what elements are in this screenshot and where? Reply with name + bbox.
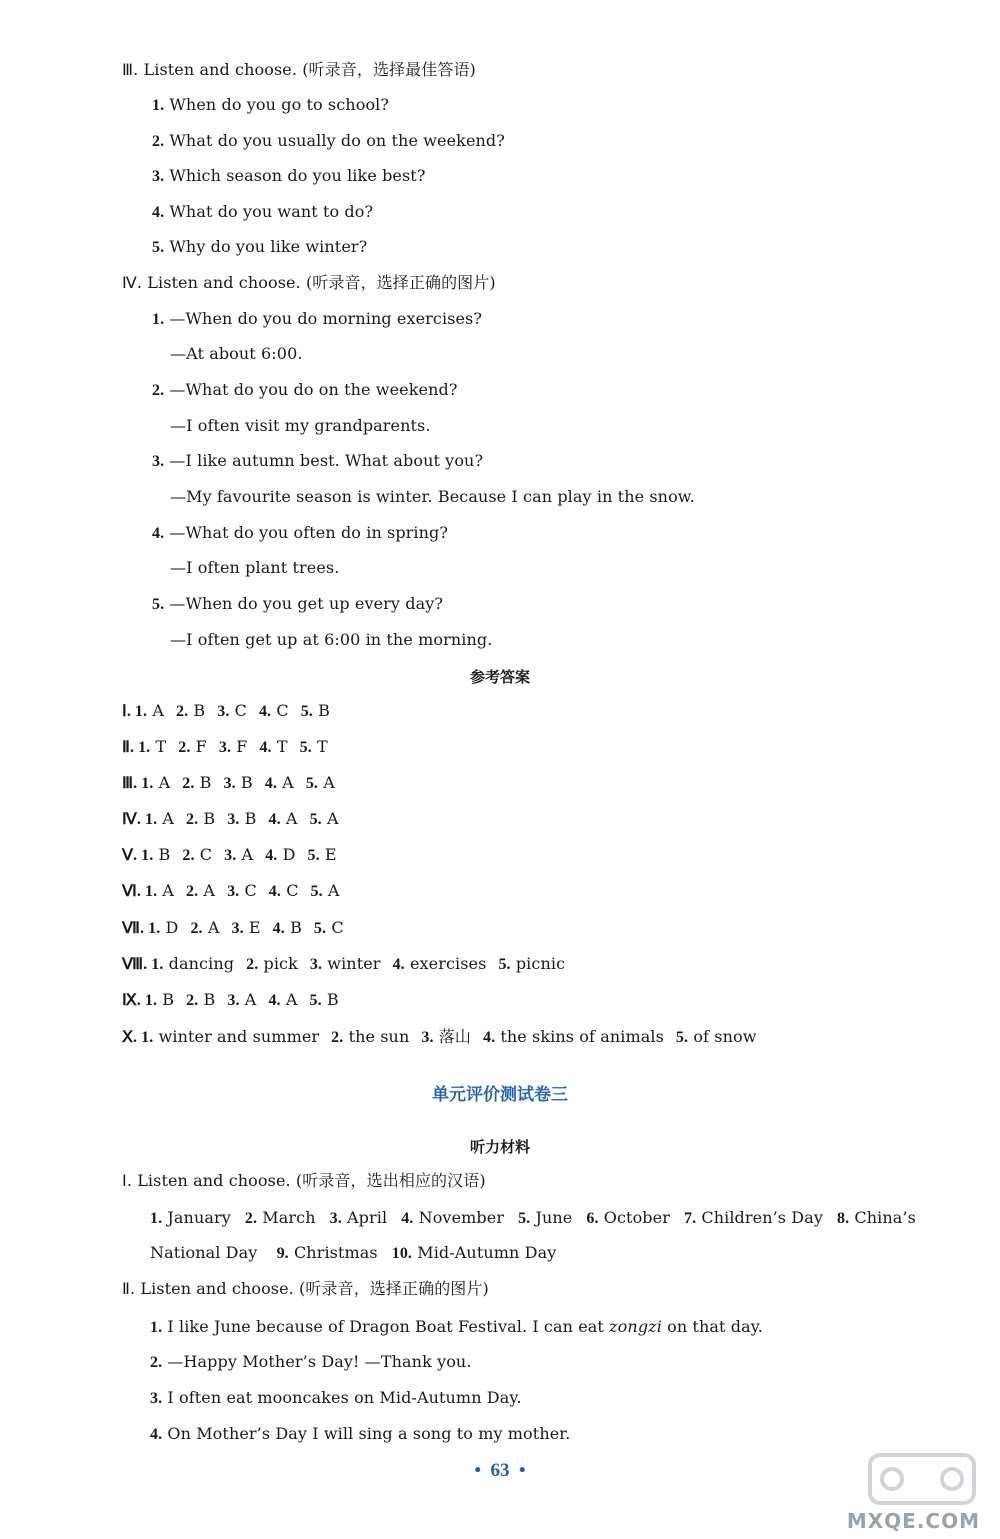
answer-row-label: Ⅵ. <box>122 883 141 900</box>
answer-item: 5. picnic <box>498 954 566 973</box>
answer-row-label: Ⅸ. <box>122 992 141 1009</box>
watermark-text: MXQE.COM <box>846 1509 980 1533</box>
answer-row <box>122 845 337 866</box>
answer-item: 4. T <box>259 737 288 756</box>
answer-item: 3. C <box>217 701 247 720</box>
list-item: 3. I often eat mooncakes on Mid-Autumn Day. <box>150 1388 522 1407</box>
list-item: 1. When do you go to school? <box>152 95 390 114</box>
answer-item: 2. F <box>178 737 207 756</box>
answer-item: 5. of snow <box>675 1027 757 1046</box>
month-list <box>150 1208 930 1229</box>
dialog-answer: —I often get up at 6:00 in the morning. <box>170 630 493 649</box>
list-item: 10. Mid-Autumn Day <box>391 1243 557 1262</box>
answer-item: 2. A <box>190 918 220 937</box>
dialog-question: 2. —What do you do on the weekend? <box>152 380 458 399</box>
dialog-answer: —I often plant trees. <box>170 558 340 577</box>
answer-row <box>122 990 339 1011</box>
dialog-answer: —My favourite season is winter. Because I can play in the snow. <box>170 487 695 506</box>
section-iv-title: Ⅳ. Listen and choose. (听录音，选择正确的图片) <box>122 273 496 292</box>
answer-item: 4. B <box>272 918 302 937</box>
answer-item: 5. B <box>309 990 339 1009</box>
answer-item: 1. A <box>141 773 171 792</box>
answer-item: 4. the skins of animals <box>482 1027 664 1046</box>
answer-item: 1. A <box>144 809 175 828</box>
answer-item: 2. A <box>186 881 216 900</box>
answer-item: 4. A <box>264 773 294 792</box>
list-item: 8. China’s <box>837 1208 916 1227</box>
answer-row-label: Ⅱ. <box>122 739 135 756</box>
answer-item: 5. A <box>305 773 335 792</box>
answer-row <box>122 954 565 975</box>
test3-section-ii-title: Ⅱ. Listen and choose. (听录音，选择正确的图片) <box>122 1279 489 1298</box>
answer-item: 4. A <box>268 809 298 828</box>
answer-item: 3. 落山 <box>421 1027 471 1046</box>
answer-item: 1. A <box>134 701 164 720</box>
answer-item: 4. C <box>268 881 299 900</box>
test-heading: 单元评价测试卷三 <box>432 1085 568 1105</box>
answer-row-label: Ⅴ. <box>122 847 138 864</box>
answer-row <box>122 737 328 758</box>
list-item: 2. March <box>244 1208 316 1227</box>
page-number: • 63 • <box>474 1460 526 1481</box>
answer-item: 2. B <box>186 990 216 1009</box>
answer-item: 4. A <box>268 990 298 1009</box>
answer-item: 5. C <box>313 918 344 937</box>
answer-row <box>122 773 335 794</box>
answer-item: 1. A <box>144 881 175 900</box>
dialog-answer: —I often visit my grandparents. <box>170 416 431 435</box>
answer-item: 2. the sun <box>331 1027 410 1046</box>
list-item: 3. Which season do you like best? <box>152 166 426 185</box>
list-item: 5. Why do you like winter? <box>152 237 368 256</box>
answer-item: 3. C <box>227 881 257 900</box>
answer-item: 1. winter and summer <box>141 1027 320 1046</box>
answer-row <box>122 1027 757 1048</box>
answer-item: 3. B <box>227 809 257 828</box>
answer-item: 2. C <box>182 845 213 864</box>
dialog-question: 1. —When do you do morning exercises? <box>152 309 483 328</box>
section-iii-title: Ⅲ. Listen and choose. (听录音，选择最佳答语) <box>122 60 476 79</box>
answer-item: 5. B <box>300 701 330 720</box>
dialog-answer: —At about 6:00. <box>170 344 303 363</box>
dialog-question: 3. —I like autumn best. What about you? <box>152 451 484 470</box>
answer-row-label: Ⅷ. <box>122 956 148 973</box>
listening-material-heading: 听力材料 <box>469 1138 530 1156</box>
list-item: National Day <box>150 1243 258 1262</box>
list-item: 4. On Mother’s Day I will sing a song to my mother. <box>150 1424 571 1443</box>
dialog-question: 4. —What do you often do in spring? <box>152 523 449 542</box>
answer-item: 3. A <box>227 990 257 1009</box>
answer-item: 5. A <box>310 881 340 900</box>
answer-item: 5. E <box>307 845 337 864</box>
list-item: 9. Christmas <box>276 1243 378 1262</box>
dialog-question: 5. —When do you get up every day? <box>152 594 444 613</box>
answer-item: 4. C <box>258 701 289 720</box>
list-item: 6. October <box>586 1208 670 1227</box>
test3-section-i-title: Ⅰ. Listen and choose. (听录音，选出相应的汉语) <box>122 1171 486 1190</box>
answer-item: 3. A <box>224 845 254 864</box>
answer-item: 1. B <box>141 845 171 864</box>
answer-row-label: Ⅳ. <box>122 811 141 828</box>
list-item: 1. I like June because of Dragon Boat Festival. I can eat zongzi on that day. <box>150 1317 763 1336</box>
list-item: 7. Children’s Day <box>683 1208 823 1227</box>
answer-item: 4. exercises <box>392 954 487 973</box>
list-item: 5. June <box>518 1208 573 1227</box>
answer-item: 1. B <box>144 990 175 1009</box>
answer-item: 1. dancing <box>151 954 235 973</box>
list-item: 1. January <box>150 1208 231 1227</box>
answer-row-label: Ⅹ. <box>122 1029 138 1046</box>
answer-row-label: Ⅰ. <box>122 703 131 720</box>
answer-item: 3. E <box>231 918 261 937</box>
list-item: 2. What do you usually do on the weekend? <box>152 131 505 150</box>
answer-item: 3. winter <box>309 954 381 973</box>
answer-item: 4. D <box>265 845 296 864</box>
answer-item: 3. F <box>218 737 248 756</box>
answer-item: 1. T <box>138 737 167 756</box>
list-item: 2. —Happy Mother’s Day! —Thank you. <box>150 1352 472 1371</box>
answer-item: 3. B <box>223 773 253 792</box>
answer-item: 1. D <box>148 918 179 937</box>
answer-row <box>122 881 340 902</box>
list-item: 4. What do you want to do? <box>152 202 374 221</box>
answer-key-heading: 参考答案 <box>469 668 530 686</box>
answer-item: 2. B <box>182 773 212 792</box>
month-list-continued <box>150 1243 556 1264</box>
answer-row-label: Ⅲ. <box>122 775 138 792</box>
answer-item: 5. T <box>299 737 328 756</box>
answer-row-label: Ⅶ. <box>122 920 145 937</box>
list-item: 3. April <box>329 1208 388 1227</box>
answer-row <box>122 918 344 939</box>
answer-row <box>122 701 330 722</box>
answer-row <box>122 809 339 830</box>
answer-item: 2. pick <box>246 954 298 973</box>
list-item: 4. November <box>401 1208 505 1227</box>
answer-item: 5. A <box>309 809 339 828</box>
answer-item: 2. B <box>186 809 216 828</box>
answer-item: 2. B <box>175 701 206 720</box>
